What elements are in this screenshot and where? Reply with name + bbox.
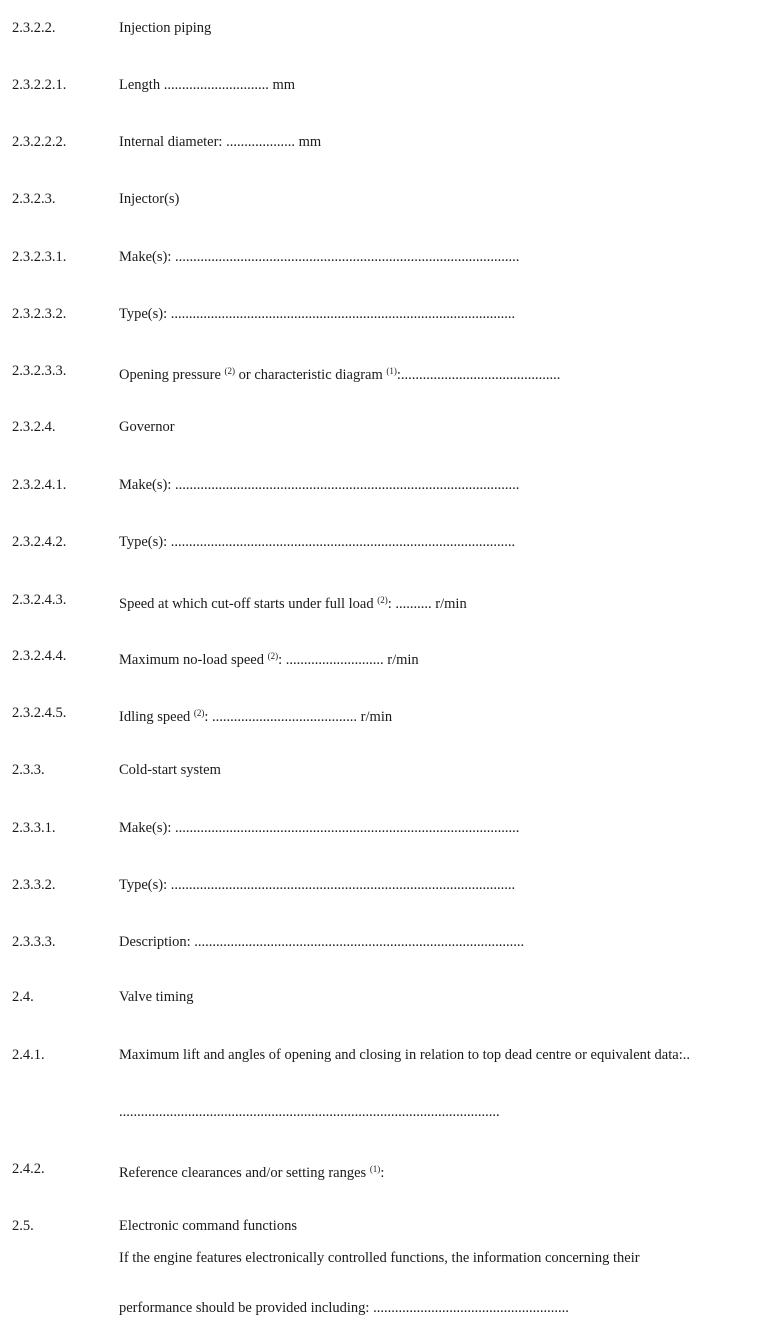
footnote-ref: (2) [193,708,205,718]
field-label: Opening pressure $^{(2)}$ or characteristic diagram $^{(1)}$:............................................ [119,366,561,383]
footnote-ref: (1) [369,1164,381,1174]
field-label: Maximum lift and angles of opening and closing in relation to top dead centre or equivalent data:.. [119,1047,690,1063]
section-number: 2.3.2.3. [12,191,56,207]
section-heading: Injector(s) [119,191,180,207]
field-label: Make(s): ............................................................................................... [119,477,520,493]
section-row [0,417,774,437]
section-number: 2.4.2. [12,1161,45,1177]
paragraph-line: performance should be provided including: ...................................................... [119,1300,569,1316]
field-row [0,532,774,552]
section-number: 2.3.3.3. [12,934,56,950]
field-row [0,932,774,952]
field-row [0,646,774,666]
field-label: Speed at which cut-off starts under full load $^{(2)}$: .......... r/min [119,595,467,612]
section-heading: Valve timing [119,989,194,1005]
section-row [0,1216,774,1236]
section-number: 2.3.3. [12,762,45,778]
section-number: 2.3.2.3.1. [12,249,67,265]
field-label: Type(s): ............................................................................................... [119,877,516,893]
field-label: Internal diameter: ................... mm [119,134,322,150]
footnote-ref: (2) [224,366,236,376]
field-label: Make(s): ............................................................................................... [119,249,520,265]
section-number: 2.3.2.3.3. [12,363,67,379]
section-heading: Governor [119,419,175,435]
section-number: 2.3.2.4.2. [12,534,67,550]
field-row [0,590,774,610]
section-heading: Injection piping [119,20,212,36]
section-number: 2.3.2.4.5. [12,705,67,721]
section-row [0,18,774,38]
field-label: Idling speed $^{(2)}$: ........................................ r/min [119,708,393,725]
field-row [0,304,774,324]
section-number: 2.3.2.2.1. [12,77,67,93]
section-row [0,987,774,1007]
section-number: 2.3.3.2. [12,877,56,893]
section-number: 2.3.2.4.3. [12,592,67,608]
section-heading: Cold-start system [119,762,221,778]
section-number: 2.4.1. [12,1047,45,1063]
section-number: 2.3.2.4.4. [12,648,67,664]
footnote-ref: (2) [267,651,279,661]
field-label: Type(s): ............................................................................................... [119,534,516,550]
field-row [0,361,774,381]
field-label: Description: ........................................................................................... [119,934,525,950]
field-row [0,875,774,895]
field-row [0,75,774,95]
field-row [0,1159,774,1179]
footnote-ref: (2) [377,595,388,605]
field-label: Reference clearances and/or setting ranges $^{(1)}$: [119,1164,385,1181]
dotted-fill-line: ......................................................................................................... [119,1104,500,1120]
paragraph-line: If the engine features electronically controlled functions, the information concerning their [119,1250,640,1266]
section-number: 2.3.2.2. [12,20,56,36]
footnote-ref: (1) [386,366,397,376]
field-row [0,1045,774,1065]
section-row [0,760,774,780]
field-label: Length ............................. mm [119,77,296,93]
section-number: 2.3.3.1. [12,820,56,836]
section-row [0,189,774,209]
field-row [0,703,774,723]
field-label: Maximum no-load speed $^{(2)}$: ........................... r/min [119,651,419,668]
field-row [0,818,774,838]
field-row [0,475,774,495]
field-label: Make(s): ............................................................................................... [119,820,520,836]
section-number: 2.3.2.3.2. [12,306,67,322]
field-label: Type(s): ............................................................................................... [119,306,516,322]
field-row [0,247,774,267]
section-number: 2.4. [12,989,34,1005]
section-number: 2.3.2.4. [12,419,56,435]
section-number: 2.3.2.2.2. [12,134,67,150]
field-row [0,132,774,152]
section-number: 2.3.2.4.1. [12,477,67,493]
section-number: 2.5. [12,1218,34,1234]
continuation-row [0,1102,774,1122]
section-heading: Electronic command functions [119,1218,297,1234]
